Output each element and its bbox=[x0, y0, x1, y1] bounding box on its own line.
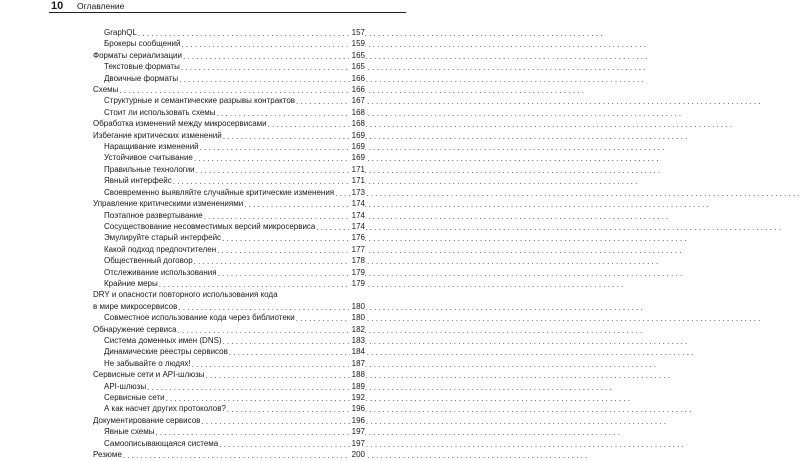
toc-entry-title: Схемы . . . bbox=[93, 85, 119, 94]
toc-entry-title: GraphQL . . . bbox=[104, 28, 138, 37]
toc-entry bbox=[104, 312, 365, 323]
toc-entry-page: 179 bbox=[351, 267, 365, 277]
toc-entry-page: 168 bbox=[351, 119, 365, 129]
toc-entry bbox=[104, 244, 365, 255]
toc-entry-continuation bbox=[93, 301, 365, 312]
toc-entry-page: 182 bbox=[351, 324, 365, 334]
toc-entry-title: Сосуществование несовместимых версий микросервиса . . . bbox=[104, 222, 316, 231]
toc-entry bbox=[93, 369, 365, 380]
toc-entry-title: Явный интерфейс . . . bbox=[104, 176, 173, 185]
toc-entry-title: Сервисные сети и API-шлюзы . . . bbox=[93, 370, 206, 379]
toc-entry bbox=[104, 255, 365, 266]
toc-entry-title: Система доменных имен (DNS) . . . bbox=[104, 336, 223, 345]
toc-entry bbox=[104, 403, 365, 414]
toc-entry-page: 197 bbox=[351, 427, 365, 437]
toc-entry-page: 188 bbox=[351, 370, 365, 380]
toc-entry-title: API-шлюзы . . . bbox=[104, 382, 147, 391]
toc-entry bbox=[104, 278, 365, 289]
toc-entry bbox=[104, 164, 365, 175]
toc-entry-page: 157 bbox=[351, 28, 365, 37]
toc-entry-title: Резюме . . . bbox=[93, 450, 123, 459]
toc-entry bbox=[104, 221, 365, 232]
toc-entry bbox=[104, 335, 365, 346]
toc-entry-page: 166 bbox=[351, 73, 365, 83]
toc-entry-title: в мире микросервисов . . . bbox=[93, 302, 178, 311]
toc-entry bbox=[104, 210, 365, 221]
toc-entry-page: 165 bbox=[351, 62, 365, 72]
toc-entry-page: 189 bbox=[351, 381, 365, 391]
toc-entry-page: 197 bbox=[351, 438, 365, 448]
toc-entry bbox=[93, 289, 365, 300]
toc-entry bbox=[104, 73, 365, 84]
toc-entry bbox=[93, 50, 365, 61]
toc-entry-page: 169 bbox=[351, 153, 365, 163]
toc-entry-page: 159 bbox=[351, 39, 365, 49]
toc-entry bbox=[104, 95, 365, 106]
toc-entry-title: Избегание критических изменений . . . bbox=[93, 131, 223, 140]
toc-entry-title: Форматы сериализации . . . bbox=[93, 51, 183, 60]
toc-entry-title: Крайние меры . . . bbox=[104, 279, 159, 288]
toc-entry-page: 169 bbox=[351, 142, 365, 152]
toc-entry bbox=[104, 27, 365, 38]
toc-entry-page: 179 bbox=[351, 278, 365, 288]
toc-entry-page: 167 bbox=[351, 96, 365, 106]
toc-entry bbox=[104, 175, 365, 186]
toc-entry-page: 184 bbox=[351, 347, 365, 357]
toc-entry-title: Обнаружение сервиса . . . bbox=[93, 325, 178, 334]
toc-entry bbox=[104, 107, 365, 118]
toc-entry-title: А как насчет других протоколов? . . . bbox=[104, 404, 227, 413]
toc-entry-page: 171 bbox=[351, 176, 365, 186]
toc-entry-title: Обработка изменений между микросервисами . . . bbox=[93, 119, 268, 128]
toc-entry-page: 174 bbox=[351, 221, 365, 231]
table-of-contents bbox=[93, 27, 365, 460]
toc-entry-page: 174 bbox=[351, 210, 365, 220]
toc-entry-title: Наращивание изменений . . . bbox=[104, 142, 200, 151]
toc-entry-title: Отслеживание использования . . . bbox=[104, 268, 218, 277]
toc-entry bbox=[93, 324, 365, 335]
toc-entry-title: Не забывайте о людях! . . . bbox=[104, 359, 192, 368]
toc-entry-page: 187 bbox=[351, 358, 365, 368]
toc-entry bbox=[104, 187, 365, 198]
toc-entry-title: Текстовые форматы . . . bbox=[104, 62, 181, 71]
toc-entry-page: 173 bbox=[351, 187, 365, 197]
toc-entry bbox=[104, 381, 365, 392]
toc-entry-title: Поэтапное развертывание . . . bbox=[104, 211, 204, 220]
toc-entry bbox=[104, 426, 365, 437]
toc-entry-page: 196 bbox=[351, 404, 365, 414]
toc-entry-page: 168 bbox=[351, 107, 365, 117]
toc-entry bbox=[93, 198, 365, 209]
running-header bbox=[49, 0, 406, 16]
toc-entry bbox=[104, 267, 365, 278]
toc-entry-title: Структурные и семантические разрывы контрактов . . . bbox=[104, 96, 296, 105]
toc-entry bbox=[104, 38, 365, 49]
toc-entry-page: 192 bbox=[351, 393, 365, 402]
toc-entry-title: Явные схемы . . . bbox=[104, 427, 155, 436]
toc-entry-title: Документирование сервисов . . . bbox=[93, 416, 201, 425]
toc-entry-title: Совместное использование кода через библиотеки . . . bbox=[104, 313, 296, 322]
toc-entry-title: Динамические реестры сервисов . . . bbox=[104, 347, 229, 356]
toc-entry-title: Общественный договор . . . bbox=[104, 256, 194, 265]
toc-entry bbox=[104, 152, 365, 163]
toc-entry-title: Устойчивое считывание . . . bbox=[104, 153, 194, 162]
toc-entry-title: Брокеры сообщений . . . bbox=[104, 39, 181, 48]
toc-entry-page: 177 bbox=[351, 244, 365, 254]
toc-entry-title: Какой подход предпочтителен . . . bbox=[104, 245, 217, 254]
toc-entry-page: 200 bbox=[351, 450, 365, 460]
toc-entry-title: Двоичные форматы . . . bbox=[104, 74, 179, 83]
toc-entry bbox=[104, 358, 365, 369]
toc-entry-page: 166 bbox=[351, 85, 365, 95]
toc-entry bbox=[104, 392, 365, 403]
toc-entry bbox=[104, 232, 365, 243]
toc-entry bbox=[104, 61, 365, 72]
page-number: 10 bbox=[51, 0, 64, 12]
toc-entry-page: 174 bbox=[351, 199, 365, 209]
toc-entry-page: 183 bbox=[351, 335, 365, 345]
toc-entry-page: 196 bbox=[351, 415, 365, 425]
toc-entry-title: Правильные технологии . . . bbox=[104, 165, 196, 174]
toc-entry-title: DRY и опасности повторного использования кода bbox=[93, 290, 278, 300]
toc-entry-page: 171 bbox=[351, 164, 365, 174]
toc-entry-title: Своевременно выявляйте случайные критические изменения . . . bbox=[104, 188, 335, 197]
toc-entry-title: Управление критическими изменениями . . . bbox=[93, 199, 244, 208]
toc-entry bbox=[104, 141, 365, 152]
toc-entry bbox=[93, 118, 365, 129]
toc-entry bbox=[104, 346, 365, 357]
toc-entry bbox=[93, 415, 365, 426]
toc-entry-page: 178 bbox=[351, 256, 365, 266]
toc-entry-title: Сервисные сети . . . bbox=[104, 393, 166, 402]
toc-entry-page: 165 bbox=[351, 50, 365, 60]
toc-entry-page: 180 bbox=[351, 313, 365, 323]
header-rule bbox=[49, 12, 406, 13]
toc-entry-page: 180 bbox=[351, 301, 365, 311]
toc-entry bbox=[93, 130, 365, 141]
running-head-title: Оглавление bbox=[77, 1, 125, 11]
toc-entry-title: Самоописывающаяся система . . . bbox=[104, 439, 219, 448]
toc-entry-page: 169 bbox=[351, 130, 365, 140]
toc-entry bbox=[104, 438, 365, 449]
toc-entry bbox=[93, 84, 365, 95]
toc-entry-page: 176 bbox=[351, 233, 365, 243]
toc-entry-title: Стоит ли использовать схемы . . . bbox=[104, 108, 217, 117]
toc-entry bbox=[93, 449, 365, 460]
toc-entry-title: Эмулируйте старый интерфейс . . . bbox=[104, 233, 222, 242]
